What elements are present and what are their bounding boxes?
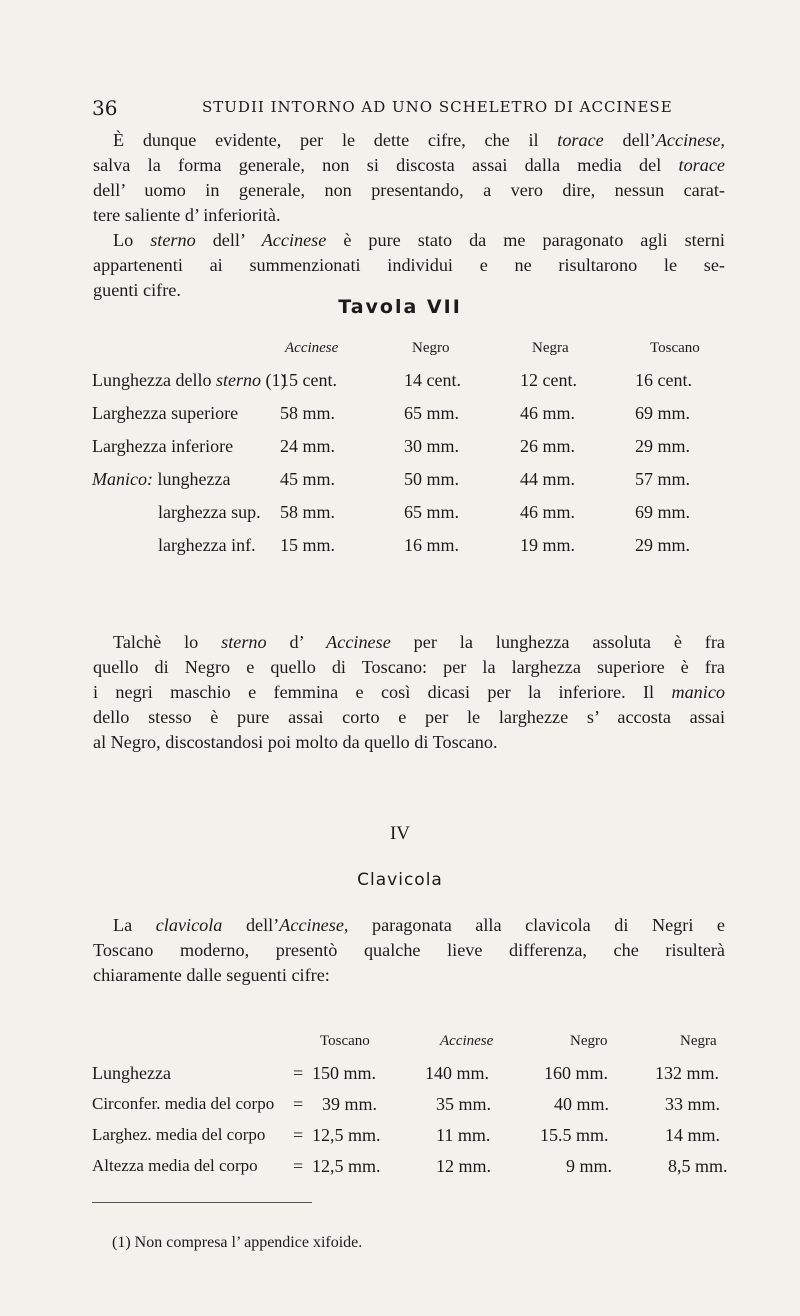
table-cell: 29 mm. xyxy=(635,436,691,456)
text-line: Toscano moderno, presentò qualche lieve differenza, che risulterà xyxy=(93,940,725,960)
table-cell: 39 mm. xyxy=(322,1094,378,1114)
row-label: Larghezza superiore xyxy=(92,403,239,423)
table-cell: 9 mm. xyxy=(566,1156,613,1176)
row-label: Larghezza inferiore xyxy=(92,436,234,456)
footnote-divider xyxy=(92,1202,312,1203)
table-cell: 160 mm. xyxy=(544,1063,609,1083)
table-cell: 16 mm. xyxy=(404,535,460,555)
column-header: Negra xyxy=(680,1033,717,1049)
table-cell: 46 mm. xyxy=(520,403,576,423)
text-line: Lo sterno dell’ Accinese è pure stato da me paragonato agli sterni xyxy=(113,230,725,250)
table-cell: 46 mm. xyxy=(520,502,576,522)
equals-sign: = xyxy=(293,1094,304,1114)
page-number: 36 xyxy=(92,96,118,120)
page-header xyxy=(92,96,712,120)
table-cell: 12 cent. xyxy=(520,370,577,390)
running-head: STUDII INTORNO AD UNO SCHELETRO DI ACCINESE xyxy=(202,98,673,116)
table-cell: 140 mm. xyxy=(425,1063,490,1083)
row-label: Lunghezza xyxy=(92,1063,171,1083)
row-label: Larghez. media del corpo xyxy=(92,1125,266,1144)
text-line: appartenenti ai summenzionati individui e ne risultarono le se- xyxy=(93,255,725,275)
section-title: Clavicola xyxy=(357,870,443,890)
section-number: IV xyxy=(389,823,411,844)
text-line: La clavicola dell’Accinese, paragonata alla clavicola di Negri e xyxy=(113,915,725,935)
footnote: (1) Non compresa l’ appendice xifoide. xyxy=(112,1234,363,1251)
table-cell: 15 mm. xyxy=(280,535,336,555)
equals-sign: = xyxy=(293,1156,304,1176)
table-cell: 40 mm. xyxy=(554,1094,610,1114)
column-header: Toscano xyxy=(650,340,700,356)
table-cell: 50 mm. xyxy=(404,469,460,489)
table-cell: 132 mm. xyxy=(655,1063,720,1083)
table-cell: 8,5 mm. xyxy=(668,1156,728,1176)
table-cell: 58 mm. xyxy=(280,502,336,522)
column-header: Accinese xyxy=(440,1033,494,1049)
text-line: quello di Negro e quello di Toscano: per la larghezza superiore è fra xyxy=(93,657,725,677)
table-cell: 35 mm. xyxy=(436,1094,492,1114)
table-cell: 58 mm. xyxy=(280,403,336,423)
text-line: al Negro, discostandosi poi molto da quello di Toscano. xyxy=(93,732,498,752)
table-cell: 15 cent. xyxy=(280,370,337,390)
table-cell: 24 mm. xyxy=(280,436,336,456)
column-header: Accinese xyxy=(285,340,339,356)
table-cell: 12,5 mm. xyxy=(312,1125,381,1145)
table-cell: 11 mm. xyxy=(436,1125,491,1145)
row-label: larghezza sup. xyxy=(158,502,261,522)
equals-sign: = xyxy=(293,1125,304,1145)
table-cell: 12 mm. xyxy=(436,1156,492,1176)
paragraph-clavicola xyxy=(93,913,725,988)
column-header: Negro xyxy=(570,1033,608,1049)
table-cell: 30 mm. xyxy=(404,436,460,456)
table-cell: 44 mm. xyxy=(520,469,576,489)
table-cell: 45 mm. xyxy=(280,469,336,489)
table-cell: 65 mm. xyxy=(404,403,460,423)
table-cell: 19 mm. xyxy=(520,535,576,555)
row-label: larghezza inf. xyxy=(158,535,256,555)
table-cell: 14 mm. xyxy=(665,1125,721,1145)
text-line: Talchè lo sterno d’ Accinese per la lunghezza assoluta è fra xyxy=(113,632,725,652)
text-line: salva la forma generale, non si discosta assai dalla media del torace xyxy=(93,155,725,175)
table-cell: 29 mm. xyxy=(635,535,691,555)
table-cell: 65 mm. xyxy=(404,502,460,522)
text-line: guenti cifre. xyxy=(93,280,181,300)
row-label: Circonfer. media del corpo xyxy=(92,1094,275,1113)
row-label: Lunghezza dello sterno (1) xyxy=(92,370,287,390)
table-cell: 15.5 mm. xyxy=(540,1125,609,1145)
table-cell: 14 cent. xyxy=(404,370,461,390)
table-cell: 69 mm. xyxy=(635,403,691,423)
text-line: dell’ uomo in generale, non presentando, a vero dire, nessun carat- xyxy=(93,180,725,200)
table-cell: 12,5 mm. xyxy=(312,1156,381,1176)
table-cell: 150 mm. xyxy=(312,1063,377,1083)
text-line: dello stesso è pure assai corto e per le larghezze s’ accosta assai xyxy=(93,707,725,727)
table-cell: 33 mm. xyxy=(665,1094,721,1114)
row-label: Manico: lunghezza xyxy=(92,469,231,489)
table-title: Tavola VII xyxy=(338,296,462,318)
row-label: Altezza media del corpo xyxy=(92,1156,258,1175)
text-line: È dunque evidente, per le dette cifre, che il torace dell’Accinese, xyxy=(113,130,725,150)
column-header: Toscano xyxy=(320,1033,370,1049)
column-header: Negro xyxy=(412,340,450,356)
table-cell: 26 mm. xyxy=(520,436,576,456)
paragraph-conclusion xyxy=(93,630,725,755)
paragraph-sterno xyxy=(93,228,725,303)
table-cell: 57 mm. xyxy=(635,469,691,489)
paragraph-torace xyxy=(93,128,725,228)
text-line: i negri maschio e femmina e così dicasi per la inferiore. Il manico xyxy=(93,682,725,702)
column-header: Negra xyxy=(532,340,569,356)
text-line: chiaramente dalle seguenti cifre: xyxy=(93,965,330,985)
equals-sign: = xyxy=(293,1063,304,1083)
text-line: tere saliente d’ inferiorità. xyxy=(93,205,281,225)
table-cell: 69 mm. xyxy=(635,502,691,522)
table-cell: 16 cent. xyxy=(635,370,692,390)
